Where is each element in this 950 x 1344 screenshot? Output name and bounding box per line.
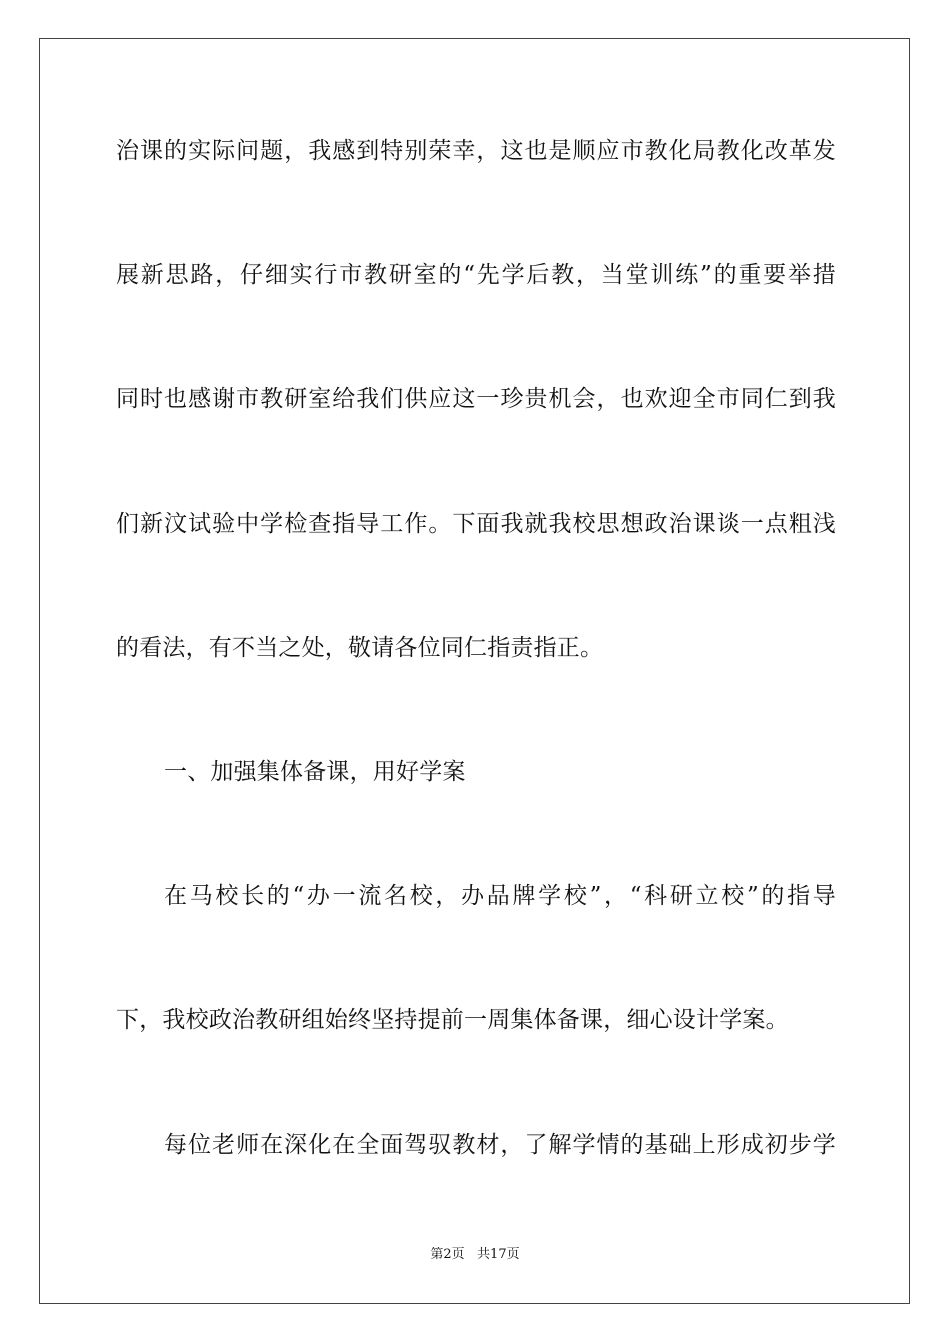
paragraph-line-1: 治课的实际问题，我感到特别荣幸，这也是顺应市教化局教化改革发 xyxy=(116,138,836,164)
paragraph-line-3: 同时也感谢市教研室给我们供应这一珍贵机会，也欢迎全市同仁到我 xyxy=(116,386,836,412)
paragraph-line-2: 展新思路，仔细实行市教研室的“先学后教，当堂训练”的重要举措 xyxy=(116,262,836,288)
page-frame xyxy=(39,38,910,1304)
paragraph-line-8: 每位老师在深化在全面驾驭教材，了解学情的基础上形成初步学 xyxy=(164,1132,836,1158)
page-number-footer: 第2页 共17页 xyxy=(430,1247,520,1262)
paragraph-line-7: 下，我校政治教研组始终坚持提前一周集体备课，细心设计学案。 xyxy=(116,1007,789,1033)
paragraph-line-6: 在马校长的“办一流名校，办品牌学校”，“科研立校”的指导 xyxy=(164,883,836,909)
paragraph-line-4: 们新汶试验中学检查指导工作。下面我就我校思想政治课谈一点粗浅 xyxy=(116,511,836,537)
paragraph-line-5: 的看法，有不当之处，敬请各位同仁指责指正。 xyxy=(116,635,604,661)
section-heading: 一、加强集体备课，用好学案 xyxy=(164,759,466,785)
